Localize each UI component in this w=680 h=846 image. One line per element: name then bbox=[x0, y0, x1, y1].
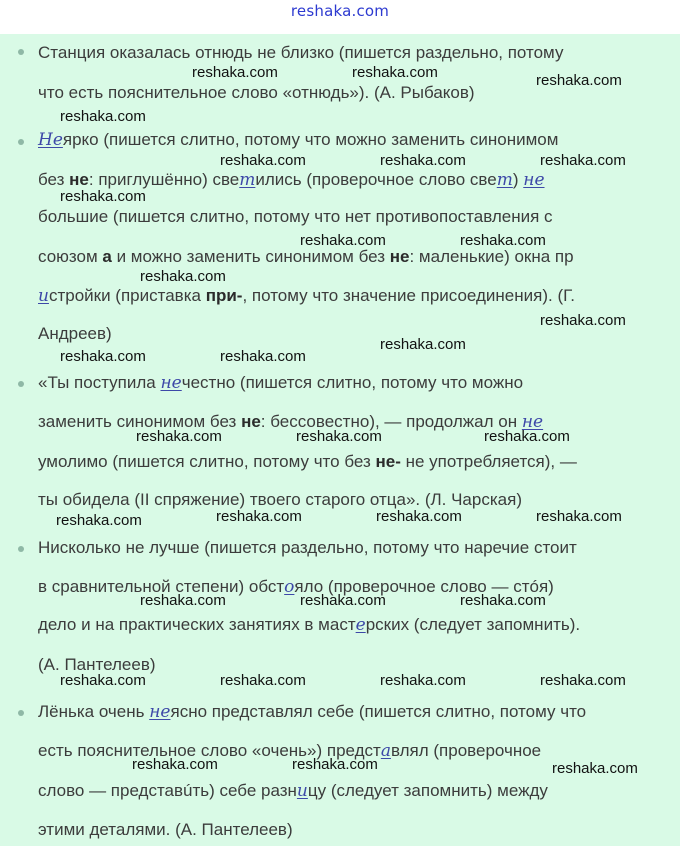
example-text-line bbox=[38, 741, 541, 761]
watermark-text: reshaka.com bbox=[220, 348, 306, 365]
text-span: (А. Пантелеев) bbox=[38, 655, 156, 674]
text-span: не употребляется), — bbox=[400, 452, 577, 471]
example-text-line bbox=[38, 820, 293, 840]
watermark-text: reshaka.com bbox=[136, 428, 222, 445]
example-text-line bbox=[38, 130, 558, 150]
text-span: ились (проверочное слово све bbox=[255, 170, 497, 189]
watermark-text: reshaka.com bbox=[540, 672, 626, 689]
list-bullet bbox=[18, 381, 24, 387]
site-link[interactable]: reshaka.com bbox=[290, 2, 390, 20]
watermark-text: reshaka.com bbox=[380, 152, 466, 169]
example-text-line bbox=[38, 490, 522, 510]
list-bullet bbox=[18, 710, 24, 716]
text-span: Станция оказалась отнюдь не близко (пишется раздельно, потому bbox=[38, 43, 564, 62]
watermark-text: reshaka.com bbox=[56, 512, 142, 529]
watermark-text: reshaka.com bbox=[460, 592, 546, 609]
handwritten-highlight: и bbox=[296, 781, 308, 801]
watermark-text: reshaka.com bbox=[220, 672, 306, 689]
text-span: дело и на практических занятиях в маст bbox=[38, 615, 356, 634]
watermark-text: reshaka.com bbox=[536, 72, 622, 89]
text-span: без bbox=[38, 170, 70, 189]
watermark-text: reshaka.com bbox=[484, 428, 570, 445]
text-span: честно (пишется слитно, потому что можно bbox=[181, 373, 524, 392]
text-span: ясно представлял себе (пишется слитно, потому что bbox=[170, 702, 587, 721]
text-span: яло (проверочное слово — стóя) bbox=[294, 577, 554, 596]
text-span: заменить синонимом без bbox=[38, 412, 242, 431]
example-text-line bbox=[38, 207, 553, 227]
text-span: есть пояснительное слово «очень») предст bbox=[38, 741, 381, 760]
handwritten-highlight: не bbox=[149, 702, 171, 722]
text-span: слово — представúть) себе разн bbox=[38, 781, 297, 800]
example-text-line bbox=[38, 373, 523, 393]
bold-particle: а bbox=[102, 247, 112, 266]
text-span: : маленькие) окна пр bbox=[409, 247, 574, 266]
example-text-line bbox=[38, 781, 548, 801]
example-text-line bbox=[38, 412, 543, 432]
watermark-text: reshaka.com bbox=[140, 592, 226, 609]
example-text-line bbox=[38, 324, 112, 344]
text-span: большие (пишется слитно, потому что нет противопоставления с bbox=[38, 207, 553, 226]
text-span: этими деталями. (А. Пантелеев) bbox=[38, 820, 293, 839]
watermark-text: reshaka.com bbox=[60, 188, 146, 205]
example-text-line bbox=[38, 286, 575, 306]
watermark-text: reshaka.com bbox=[540, 312, 626, 329]
watermark-text: reshaka.com bbox=[60, 348, 146, 365]
text-span: умолимо (пишется слитно, потому что без bbox=[38, 452, 376, 471]
watermark-text: reshaka.com bbox=[220, 152, 306, 169]
text-span: ты обидела (II спряжение) твоего старого отца». (Л. Чарская) bbox=[38, 490, 522, 509]
example-text-line bbox=[38, 83, 475, 103]
example-text-line bbox=[38, 538, 577, 558]
text-span: в сравнительной степени) обст bbox=[38, 577, 285, 596]
watermark-text: reshaka.com bbox=[460, 232, 546, 249]
watermark-text: reshaka.com bbox=[380, 336, 466, 353]
text-span: и можно заменить синонимом без bbox=[111, 247, 390, 266]
handwritten-highlight: не bbox=[521, 412, 544, 432]
example-text-line bbox=[38, 615, 580, 635]
handwritten-highlight: т bbox=[496, 170, 513, 190]
bold-particle: не bbox=[389, 247, 410, 266]
bold-particle: не bbox=[69, 170, 89, 189]
bold-particle: не bbox=[241, 412, 261, 431]
top-bar bbox=[0, 0, 680, 34]
text-span: стройки (приставка bbox=[48, 286, 206, 305]
watermark-text: reshaka.com bbox=[140, 268, 226, 285]
text-span: , потому что значение присоединения). (Г. bbox=[242, 286, 575, 305]
text-span: «Ты поступила bbox=[38, 373, 161, 392]
example-text-line bbox=[38, 170, 545, 190]
handwritten-highlight: а bbox=[380, 741, 391, 761]
handwritten-highlight: не bbox=[523, 170, 545, 190]
watermark-text: reshaka.com bbox=[300, 232, 386, 249]
watermark-text: reshaka.com bbox=[216, 508, 302, 525]
handwritten-highlight: и bbox=[38, 286, 49, 306]
list-bullet bbox=[18, 546, 24, 552]
watermark-text: reshaka.com bbox=[60, 108, 146, 125]
text-span: ярко (пишется слитно, потому что можно заменить синонимом bbox=[62, 130, 559, 149]
watermark-text: reshaka.com bbox=[536, 508, 622, 525]
text-span: ) bbox=[512, 170, 524, 189]
watermark-text: reshaka.com bbox=[552, 760, 638, 777]
text-span: : бессовестно), — продолжал он bbox=[260, 412, 522, 431]
text-span: цу (следует запомнить) между bbox=[307, 781, 548, 800]
example-text-line bbox=[38, 452, 577, 472]
handwritten-highlight: т bbox=[239, 170, 256, 190]
text-span: влял (проверочное bbox=[390, 741, 542, 760]
watermark-text: reshaka.com bbox=[540, 152, 626, 169]
example-text-line bbox=[38, 247, 574, 267]
example-text-line bbox=[38, 702, 586, 722]
handwritten-highlight: о bbox=[284, 577, 295, 597]
text-span: Лёнька очень bbox=[38, 702, 150, 721]
text-span: союзом bbox=[38, 247, 103, 266]
watermark-text: reshaka.com bbox=[380, 672, 466, 689]
watermark-text: reshaka.com bbox=[376, 508, 462, 525]
watermark-text: reshaka.com bbox=[292, 756, 378, 773]
watermark-text: reshaka.com bbox=[352, 64, 438, 81]
bold-particle: при- bbox=[205, 286, 243, 305]
text-span: что есть пояснительное слово «отнюдь»). (А. Рыбаков) bbox=[38, 83, 475, 102]
text-span: Нисколько не лучше (пишется раздельно, потому что наречие стоит bbox=[38, 538, 577, 557]
list-bullet bbox=[18, 49, 24, 55]
handwritten-highlight: Не bbox=[38, 130, 63, 150]
handwritten-highlight: не bbox=[160, 373, 182, 393]
watermark-text: reshaka.com bbox=[60, 672, 146, 689]
watermark-text: reshaka.com bbox=[300, 592, 386, 609]
text-span: Андреев) bbox=[38, 324, 112, 343]
bold-particle: не- bbox=[375, 452, 401, 471]
handwritten-highlight: е bbox=[355, 615, 366, 635]
watermark-text: reshaka.com bbox=[296, 428, 382, 445]
list-bullet bbox=[18, 139, 24, 145]
watermark-text: reshaka.com bbox=[132, 756, 218, 773]
example-text-line bbox=[38, 43, 563, 63]
watermark-text: reshaka.com bbox=[192, 64, 278, 81]
text-span: : приглушённо) све bbox=[88, 170, 240, 189]
text-span: рских (следует запомнить). bbox=[365, 615, 581, 634]
